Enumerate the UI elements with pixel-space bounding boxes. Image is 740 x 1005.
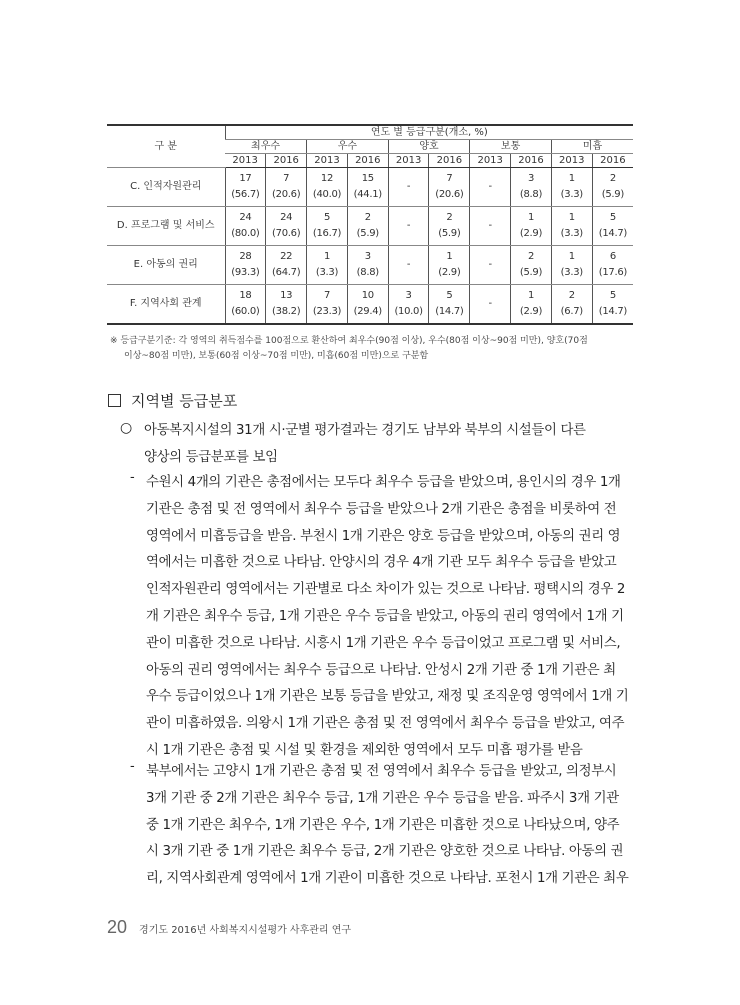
cell-count: - (406, 181, 411, 192)
cell-count: 7 (283, 173, 290, 184)
year-header: 2013 (470, 154, 511, 168)
grade-header: 미흡 (551, 140, 633, 154)
cell-percent: (14.7) (598, 228, 628, 239)
cell-count: 1 (527, 212, 534, 223)
cell-percent: (8.8) (356, 267, 379, 278)
grade-header: 보통 (470, 140, 552, 154)
text-line: 아동의 권리 영역에서는 최우수 등급으로 나타남. 안성시 2개 기관 중 1개 기관은 최 (146, 662, 616, 678)
cell-percent: (3.3) (315, 267, 339, 278)
grade-header: 양호 (388, 140, 470, 154)
cell-percent: (16.7) (312, 228, 342, 239)
row-label: F. 지역사회 관계 (107, 285, 225, 325)
cell-percent: (3.3) (560, 267, 583, 278)
cell-count: 2 (527, 251, 534, 262)
cell-count: - (488, 259, 492, 270)
cell-count: - (488, 220, 492, 231)
table-cell (225, 168, 266, 207)
cell-count: 28 (239, 251, 252, 262)
cell-count: - (406, 220, 411, 231)
table-cell (470, 168, 511, 207)
cell-count: 17 (239, 173, 252, 184)
table-cell (511, 285, 552, 325)
cell-count: 5 (446, 290, 453, 301)
year-header: 2013 (551, 154, 592, 168)
cell-count: 1 (446, 251, 453, 262)
grade-criteria-note (110, 334, 640, 364)
table-cell (388, 246, 429, 285)
cell-percent: (2.9) (519, 306, 543, 317)
text-line: 관이 미흡하였음. 의왕시 1개 기관은 총점 및 전 영역에서 최우수 등급을 받았고, 여주 (146, 716, 625, 732)
cell-count: - (406, 259, 411, 270)
table-cell (470, 285, 511, 325)
page-footer (107, 917, 351, 938)
cell-percent: (60.0) (231, 306, 260, 317)
table-cell (511, 168, 552, 207)
text-line: 북부에서는 고양시 1개 기관은 총점 및 전 영역에서 최우수 등급을 받았고, 의정부시 (146, 764, 617, 779)
text-line: 시 3개 기관 중 1개 기관은 최우수 등급, 2개 기관은 양호한 것으로 나타남. 아동의 권 (146, 844, 624, 860)
cell-count: 22 (280, 251, 293, 262)
cell-percent: (6.7) (560, 306, 583, 317)
note-line: ※ 등급구분기준: 각 영역의 취득점수를 100점으로 환산하여 최우수(90점 이상), 우수(80점 이상~90점 미만), 양호(70점 (110, 336, 588, 346)
table-cell (347, 168, 388, 207)
table-cell (388, 168, 429, 207)
footer-title: 경기도 2016년 사회복지시설평가 사후관리 연구 (139, 925, 352, 936)
cell-count: - (488, 181, 492, 192)
text-line: 인적자원관리 영역에서는 기관별로 다소 차이가 있는 것으로 나타남. 평택시의 경우 2 (146, 582, 626, 598)
cell-percent: (2.9) (438, 267, 461, 278)
cell-count: 24 (239, 212, 252, 223)
page-number: 20 (107, 917, 128, 937)
table-cell (511, 246, 552, 285)
cell-count: 1 (527, 290, 534, 301)
cell-percent: (56.7) (231, 189, 260, 200)
table-row (107, 285, 633, 325)
table-cell (347, 285, 388, 325)
dash-paragraph-north (146, 759, 628, 893)
cell-percent: (29.4) (353, 306, 382, 317)
text-line: 리, 지역사회관계 영역에서 1개 기관이 미흡한 것으로 나타남. 포천시 1개 기관은 최우 (146, 871, 629, 887)
text-line: 시 1개 기관은 총점 및 시설 및 환경을 제외한 영역에서 모두 미흡 평가를 받음 (146, 742, 583, 758)
square-bullet-icon (108, 394, 121, 407)
table-header-group: 연도 별 등급구분(개소, %) (225, 125, 633, 140)
grade-header: 우수 (307, 140, 389, 154)
cell-count: 7 (446, 173, 453, 184)
table-cell (266, 285, 307, 325)
table-cell (347, 207, 388, 246)
cell-count: 5 (609, 290, 616, 301)
cell-count: 1 (568, 212, 575, 223)
cell-percent: (80.0) (231, 228, 260, 239)
table-body (107, 168, 633, 325)
table-cell (551, 246, 592, 285)
dash-bullet-icon: - (130, 759, 135, 774)
cell-count: 1 (568, 173, 575, 184)
cell-count: 3 (405, 290, 412, 301)
cell-count: 2 (446, 212, 453, 223)
year-header: 2013 (307, 154, 348, 168)
text-line: 3개 기관 중 2개 기관은 최우수 등급, 1개 기관은 우수 등급을 받음. 파주시 3개 기관 (146, 790, 619, 806)
table-header-label: 구 분 (107, 125, 225, 168)
text-line: 기관은 총점 및 전 영역에서 최우수 등급을 받았으나 2개 기관은 총점을 비롯하여 전 (146, 501, 617, 517)
table-cell (551, 285, 592, 325)
section-title: 지역별 등급분포 (131, 392, 238, 410)
grade-distribution-table (107, 124, 633, 325)
table-cell (470, 246, 511, 285)
cell-count: 5 (323, 212, 331, 223)
table-row (107, 207, 633, 246)
year-header: 2016 (266, 154, 307, 168)
table-cell (551, 168, 592, 207)
cell-percent: (20.6) (435, 189, 464, 200)
table-cell (429, 246, 470, 285)
cell-percent: (38.2) (272, 306, 301, 317)
table-cell (307, 246, 348, 285)
cell-percent: (10.0) (394, 306, 423, 317)
row-label: C. 인적자원관리 (107, 168, 225, 207)
year-header: 2016 (511, 154, 552, 168)
cell-count: 3 (527, 173, 534, 184)
cell-percent: (17.6) (598, 267, 628, 278)
table-row (107, 168, 633, 207)
table-cell (592, 207, 633, 246)
cell-percent: (64.7) (272, 267, 301, 278)
table-cell (429, 168, 470, 207)
cell-percent: (5.9) (356, 228, 379, 239)
table-cell (388, 285, 429, 325)
cell-percent: (3.3) (560, 228, 583, 239)
cell-percent: (40.0) (312, 189, 342, 200)
cell-percent: (3.3) (560, 189, 583, 200)
text-line: 양상의 등급분포를 보임 (144, 449, 278, 465)
cell-percent: (70.6) (272, 228, 301, 239)
table-cell (225, 207, 266, 246)
cell-count: 1 (323, 251, 331, 262)
table-cell (307, 285, 348, 325)
cell-count: 18 (239, 290, 252, 301)
cell-count: 7 (323, 290, 331, 301)
table-cell (592, 285, 633, 325)
text-line: 관이 미흡한 것으로 나타남. 시흥시 1개 기관은 우수 등급이었고 프로그램 및 서비스, (146, 635, 621, 651)
table-cell (225, 246, 266, 285)
table-cell (266, 207, 307, 246)
cell-count: 2 (568, 290, 575, 301)
cell-count: 24 (280, 212, 293, 223)
table-cell (592, 246, 633, 285)
row-label: D. 프로그램 및 서비스 (107, 207, 225, 246)
cell-percent: (14.7) (598, 306, 628, 317)
table-header-row (107, 125, 633, 140)
text-line: 아동복지시설의 31개 시·군별 평가결과는 경기도 남부와 북부의 시설들이 다른 (144, 423, 586, 438)
dash-paragraph-south (146, 470, 628, 765)
text-line: 수원시 4개의 기관은 총점에서는 모두다 최우수 등급을 받았으며, 용인시의 경우 1개 (146, 475, 621, 490)
cell-percent: (5.9) (519, 267, 543, 278)
year-header: 2013 (388, 154, 429, 168)
year-header: 2016 (429, 154, 470, 168)
table-row (107, 246, 633, 285)
main-bullet-paragraph (144, 418, 586, 472)
year-header: 2013 (225, 154, 266, 168)
cell-count: 5 (609, 212, 616, 223)
text-line: 개 기관은 최우수 등급, 1개 기관은 우수 등급을 받았고, 아동의 권리 영역에서 1개 기 (146, 608, 624, 624)
table-cell (551, 207, 592, 246)
table-cell (307, 207, 348, 246)
table-cell (388, 207, 429, 246)
cell-count: 2 (609, 173, 616, 184)
text-line: 우수 등급이었으나 1개 기관은 보통 등급을 받았고, 재정 및 조직운영 영역에서 1개 기 (146, 689, 629, 705)
text-line: 역에서는 미흡한 것으로 나타남. 안양시의 경우 4개 기관 모두 최우수 등급을 받았고 (146, 555, 617, 571)
cell-percent: (8.8) (519, 189, 543, 200)
cell-count: 3 (364, 251, 371, 262)
table-cell (225, 285, 266, 325)
cell-count: 1 (568, 251, 575, 262)
text-line: 영역에서 미흡등급을 받음. 부천시 1개 기관은 양호 등급을 받았으며, 아동의 권리 영 (146, 528, 621, 544)
cell-percent: (23.3) (312, 306, 342, 317)
cell-percent: (5.9) (438, 228, 461, 239)
circle-bullet-icon: ○ (120, 420, 133, 436)
cell-count: - (488, 298, 492, 309)
year-header: 2016 (592, 154, 633, 168)
cell-percent: (5.9) (601, 189, 624, 200)
cell-count: 13 (280, 290, 293, 301)
cell-percent: (2.9) (519, 228, 543, 239)
section-heading (108, 390, 237, 411)
dash-bullet-icon: - (130, 470, 135, 485)
cell-percent: (44.1) (353, 189, 382, 200)
cell-count: 10 (361, 290, 374, 301)
table-cell (429, 285, 470, 325)
cell-percent: (14.7) (435, 306, 464, 317)
table-cell (347, 246, 388, 285)
cell-count: 6 (609, 251, 616, 262)
table-cell (266, 168, 307, 207)
cell-count: 2 (364, 212, 371, 223)
table-cell (592, 168, 633, 207)
table-cell (429, 207, 470, 246)
table-cell (266, 246, 307, 285)
grade-header: 최우수 (225, 140, 307, 154)
text-line: 중 1개 기관은 최우수, 1개 기관은 우수, 1개 기관은 미흡한 것으로 나타났으며, 양주 (146, 817, 620, 833)
note-line: 이상~80점 미만), 보통(60점 이상~70점 미만), 미흡(60점 미만)으로 구분함 (124, 351, 429, 361)
cell-count: 12 (320, 173, 334, 184)
cell-percent: (93.3) (231, 267, 260, 278)
table-cell (511, 207, 552, 246)
cell-count: 15 (361, 173, 374, 184)
row-label: E. 아동의 권리 (107, 246, 225, 285)
cell-percent: (20.6) (272, 189, 301, 200)
table-cell (470, 207, 511, 246)
table-cell (307, 168, 348, 207)
year-header: 2016 (347, 154, 388, 168)
